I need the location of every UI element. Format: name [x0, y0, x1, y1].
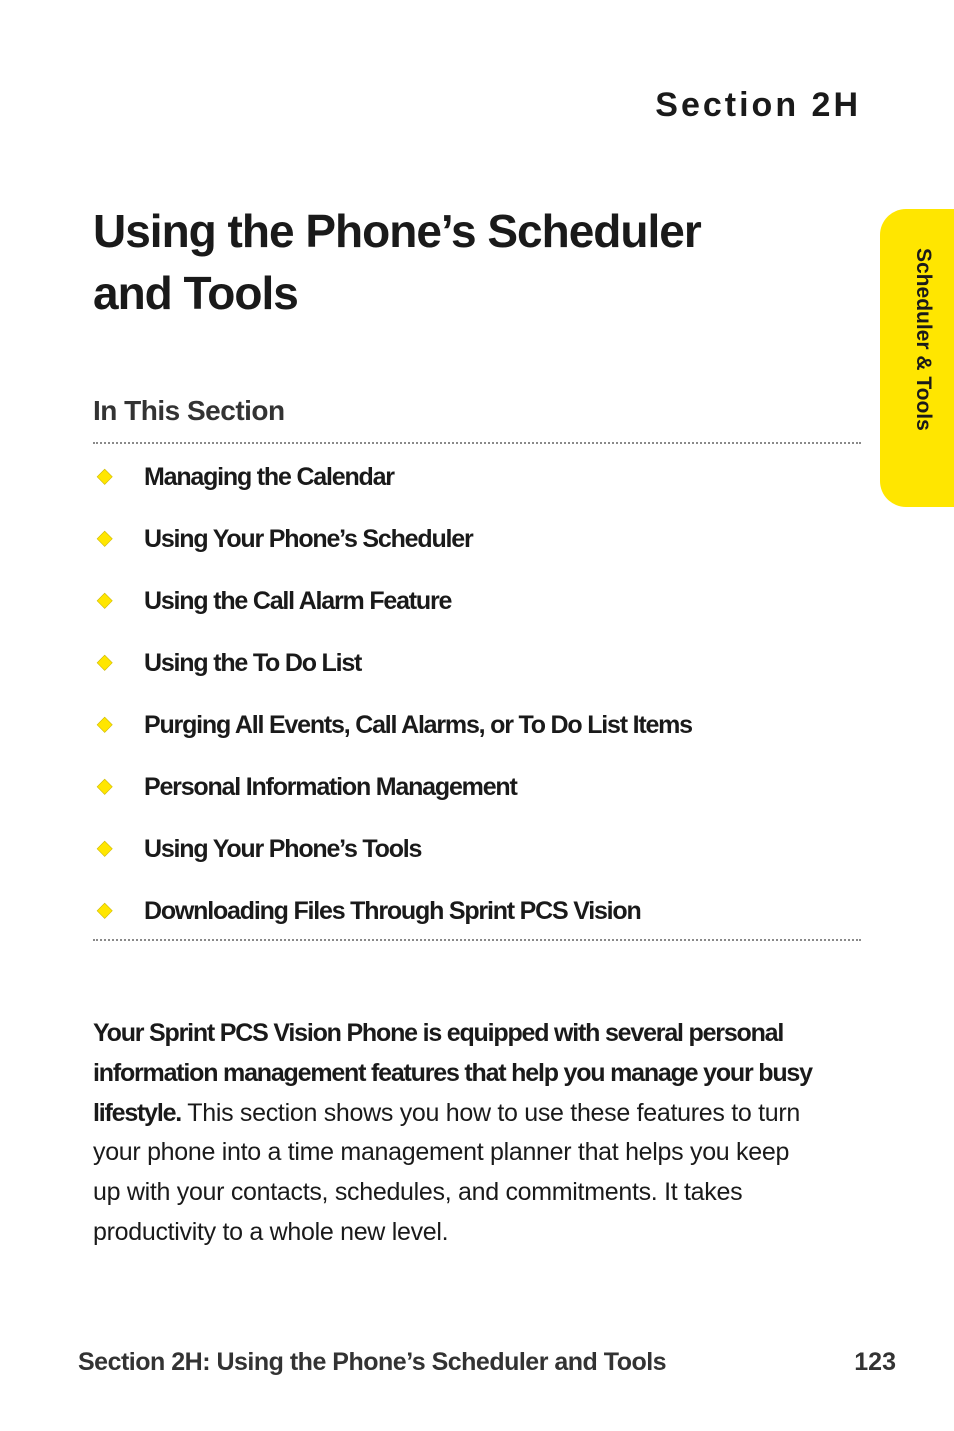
section-contents-list [93, 459, 861, 955]
side-tab-label: Scheduler & Tools [912, 248, 935, 431]
list-item [93, 645, 861, 707]
list-item-label: Downloading Files Through Sprint PCS Vision [144, 897, 641, 925]
diamond-bullet-icon: ◆ [97, 651, 113, 673]
footer-page-number: 123 [854, 1348, 896, 1376]
list-item [93, 459, 861, 521]
list-item-label: Managing the Calendar [144, 463, 394, 491]
footer-section-title: Section 2H: Using the Phone’s Scheduler and Tools [78, 1348, 667, 1376]
list-item-label: Purging All Events, Call Alarms, or To Do List Items [144, 711, 692, 739]
top-dotted-divider [93, 442, 861, 444]
intro-bold-lead: Your Sprint PCS Vision Phone is equipped with several personal information management features that help you manage your busy lifestyle. [93, 1019, 812, 1127]
diamond-bullet-icon: ◆ [97, 465, 113, 487]
intro-paragraph [93, 1014, 813, 1253]
diamond-bullet-icon: ◆ [97, 527, 113, 549]
list-item [93, 893, 861, 955]
bottom-dotted-divider [93, 939, 861, 941]
list-item [93, 769, 861, 831]
list-item [93, 707, 861, 769]
in-this-section-heading: In This Section [93, 395, 285, 426]
diamond-bullet-icon: ◆ [97, 589, 113, 611]
diamond-bullet-icon: ◆ [97, 837, 113, 859]
diamond-bullet-icon: ◆ [97, 713, 113, 735]
list-item-label: Using the To Do List [144, 649, 362, 677]
intro-body-text: This section shows you how to use these features to turn your phone into a time management planner that helps you keep up with your contacts, schedules, and commitments. It takes productivity to a whole new level. [93, 1098, 800, 1246]
list-item [93, 521, 861, 583]
list-item-label: Using Your Phone’s Scheduler [144, 525, 473, 553]
list-item-label: Using the Call Alarm Feature [144, 587, 452, 615]
diamond-bullet-icon: ◆ [97, 899, 113, 921]
list-item [93, 583, 861, 645]
page-title [93, 200, 793, 324]
page-title-line-1: Using the Phone’s Scheduler [93, 205, 701, 257]
page-title-line-2: and Tools [93, 267, 298, 319]
section-label: Section 2H [655, 86, 861, 124]
list-item-label: Personal Information Management [144, 773, 517, 801]
diamond-bullet-icon: ◆ [97, 775, 113, 797]
list-item [93, 831, 861, 893]
list-item-label: Using Your Phone’s Tools [144, 835, 422, 863]
